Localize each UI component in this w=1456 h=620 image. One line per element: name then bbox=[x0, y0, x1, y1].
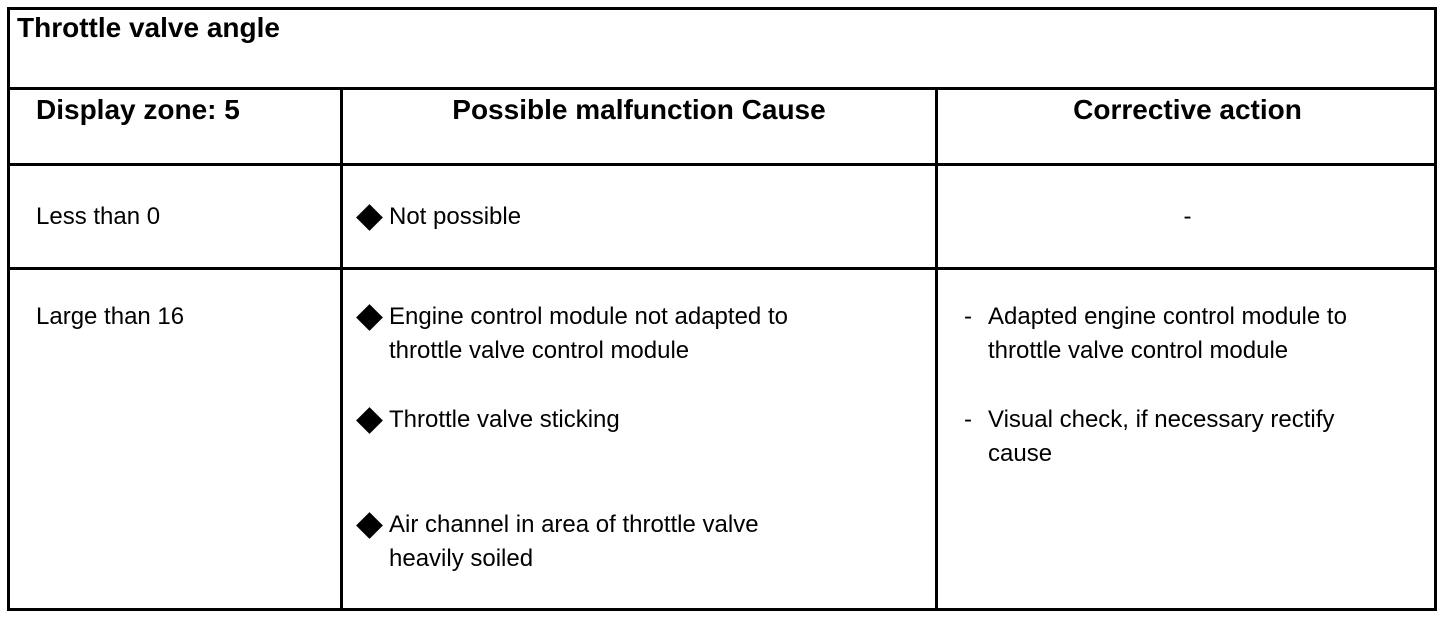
row-1-display-zone: Less than 0 bbox=[36, 203, 161, 230]
action-text: Adapted engine control module to throttle valve control module bbox=[988, 303, 1347, 364]
row-1-corrective-action bbox=[938, 200, 1437, 234]
cause-text: Throttle valve sticking bbox=[389, 406, 620, 433]
table-title: Throttle valve angle bbox=[17, 12, 280, 43]
row-1-cause-item bbox=[355, 200, 925, 234]
header-display-zone: Display zone: 5 bbox=[36, 94, 240, 125]
dash-marker: - bbox=[964, 406, 972, 433]
header-corrective-action bbox=[938, 92, 1437, 128]
row-2-action-item-2 bbox=[964, 403, 1404, 471]
header-cause-label: Possible malfunction Cause bbox=[452, 94, 826, 125]
column-divider bbox=[935, 87, 938, 611]
diamond-bullet-icon bbox=[356, 304, 383, 331]
diamond-bullet-icon bbox=[356, 407, 383, 434]
row-divider bbox=[7, 267, 1437, 270]
header-possible-malfunction-cause bbox=[343, 92, 935, 128]
action-text: Visual check, if necessary rectify cause bbox=[988, 406, 1335, 467]
diamond-bullet-icon bbox=[356, 512, 383, 539]
diamond-bullet-icon bbox=[356, 204, 383, 231]
row-2-cause-item-2 bbox=[355, 403, 925, 437]
cause-text: Not possible bbox=[389, 203, 522, 230]
cause-text: Engine control module not adapted to throttle valve control module bbox=[389, 303, 788, 364]
row-divider bbox=[7, 163, 1437, 166]
cause-text: Air channel in area of throttle valve heavily soiled bbox=[389, 511, 759, 572]
action-text: - bbox=[1183, 203, 1192, 230]
column-divider bbox=[340, 87, 343, 611]
header-action-label: Corrective action bbox=[1073, 94, 1302, 125]
row-divider bbox=[7, 87, 1437, 90]
row-2-cause-item-1 bbox=[355, 300, 833, 368]
row-2-cause-item-3 bbox=[355, 508, 835, 576]
row-2-display-zone: Large than 16 bbox=[36, 303, 185, 330]
dash-marker: - bbox=[964, 303, 972, 330]
row-2-action-item-1 bbox=[964, 300, 1414, 368]
